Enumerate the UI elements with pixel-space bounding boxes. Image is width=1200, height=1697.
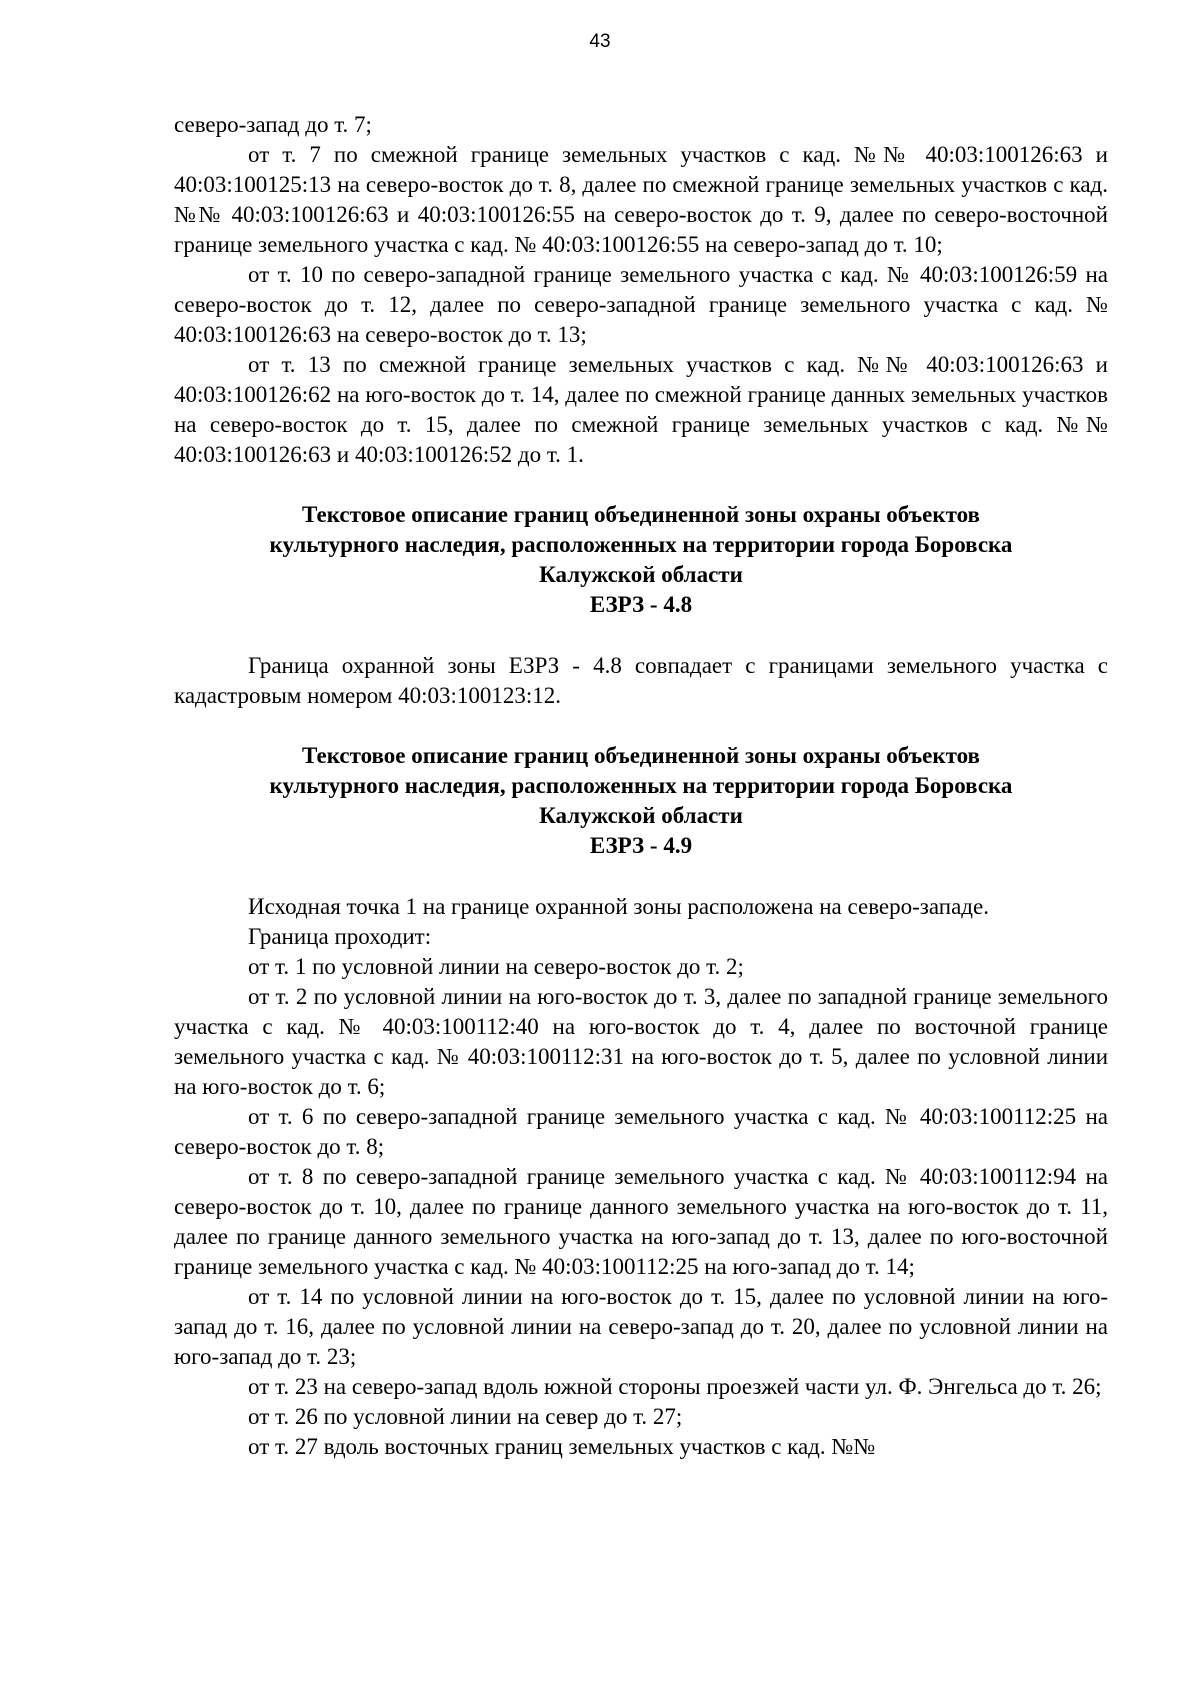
document-body [174,110,1108,1462]
paragraph: Исходная точка 1 на границе охранной зоны расположена на северо-западе. [248,894,989,919]
page-number: 43 [589,31,611,52]
paragraph: от т. 13 по смежной границе земельных участков с кад. №№ 40:03:100126:63 и 40:03:100126:62 на юго-восток до т. 14, далее по смежной границе данных земельных участков на северо-восток до т. 15, далее по смежной границе земельных участков с кад. №№ 40:03:100126:63 и 40:03:100126:52 до т. 1. [174,352,1108,467]
paragraph: от т. 7 по смежной границе земельных участков с кад. №№ 40:03:100126:63 и 40:03:100125:13 на северо-восток до т. 8, далее по смежной границе земельных участков с кад. №№ 40:03:100126:63 и 40:03:100126:55 на северо-восток до т. 9, далее по северо-восточной границе земельного участка с кад. № 40:03:100126:55 на северо-запад до т. 10; [174,142,1108,257]
heading-zone-code: ЕЗРЗ - 4.8 [589,592,693,617]
heading-zone-code: ЕЗРЗ - 4.9 [589,833,693,858]
paragraph: от т. 2 по условной линии на юго-восток до т. 3, далее по западной границе земельного участка с кад. № 40:03:100112:40 на юго-восток до т. 4, далее по восточной границе земельного участка с кад. № 40:03:100112:31 на юго-восток до т. 5, далее по условной линии на юго-восток до т. 6; [174,984,1108,1099]
paragraph: Граница проходит: [248,924,432,949]
paragraph: от т. 8 по северо-западной границе земельного участка с кад. № 40:03:100112:94 на северо-восток до т. 10, далее по границе данного земельного участка на юго-восток до т. 11, далее по границе данного земельного участка на юго-запад до т. 13, далее по юго-восточной границе земельного участка с кад. № 40:03:100112:25 на юго-запад до т. 14; [174,1164,1108,1279]
paragraph: от т. 1 по условной линии на северо-восток до т. 2; [248,954,744,979]
paragraph: от т. 23 на северо-запад вдоль южной стороны проезжей части ул. Ф. Энгельса до т. 26; [248,1374,1102,1399]
heading-line: культурного наследия, расположенных на территории города Боровска [269,532,1013,557]
paragraph: от т. 27 вдоль восточных границ земельных участков с кад. №№ [248,1434,876,1459]
heading-line: Калужской области [539,562,743,587]
heading-line: Текстовое описание границ объединенной зоны охраны объектов [302,502,980,527]
section-heading-ezrz-4-8 [174,500,1108,620]
paragraph: от т. 6 по северо-западной границе земельного участка с кад. № 40:03:100112:25 на северо-восток до т. 8; [174,1104,1108,1159]
heading-line: Калужской области [539,803,743,828]
section-heading-ezrz-4-9 [174,741,1108,861]
paragraph: Граница охранной зоны ЕЗРЗ - 4.8 совпадает с границами земельного участка с кадастровым номером 40:03:100123:12. [174,653,1108,708]
paragraph: от т. 14 по условной линии на юго-восток до т. 15, далее по условной линии на юго-запад до т. 16, далее по условной линии на северо-запад до т. 20, далее по условной линии на юго-запад до т. 23; [174,1284,1108,1369]
heading-line: культурного наследия, расположенных на территории города Боровска [269,773,1013,798]
paragraph: от т. 26 по условной линии на север до т. 27; [248,1404,683,1429]
paragraph-continuation-start: северо-запад до т. 7; [174,112,372,137]
heading-line: Текстовое описание границ объединенной зоны охраны объектов [302,743,980,768]
paragraph: от т. 10 по северо-западной границе земельного участка с кад. № 40:03:100126:59 на северо-восток до т. 12, далее по северо-западной границе земельного участка с кад. № 40:03:100126:63 на северо-восток до т. 13; [174,262,1108,347]
